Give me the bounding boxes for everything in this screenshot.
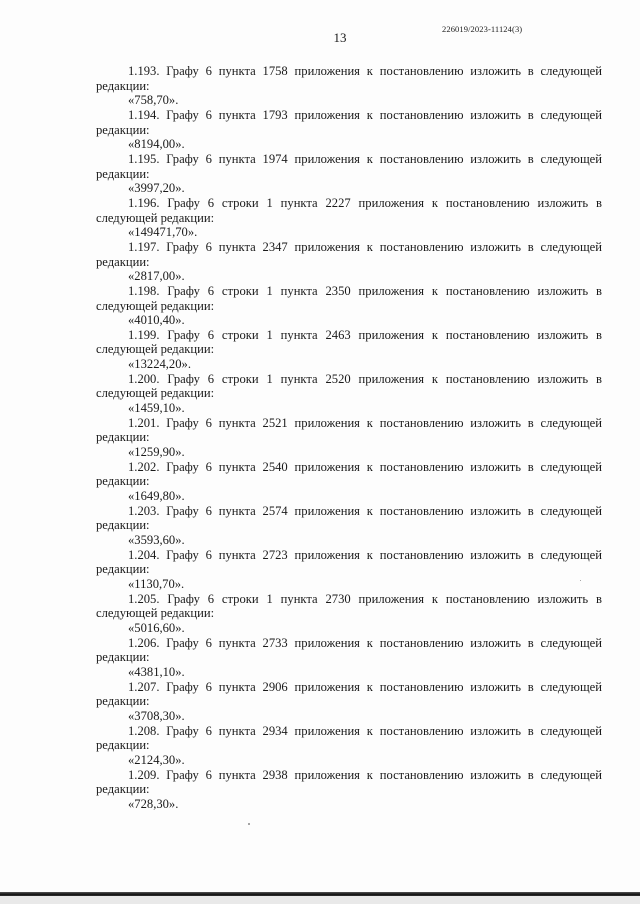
amendment-text: 1.195. Графу 6 пункта 1974 приложения к постановлению изложить в следующей редакции:	[96, 151, 602, 181]
amendment-value: «728,30».	[128, 796, 179, 811]
amendment-value: «4381,10».	[128, 664, 185, 679]
amendment-value: «3997,20».	[128, 181, 185, 196]
amendment-text: 1.209. Графу 6 пункта 2938 приложения к постановлению изложить в следующей редакции:	[96, 767, 602, 797]
amendment-value: «1459,10».	[128, 401, 185, 416]
amendment-value: «1649,80».	[128, 489, 185, 504]
amendment-item	[96, 328, 602, 372]
amendment-text: 1.202. Графу 6 пункта 2540 приложения к постановлению изложить в следующей редакции:	[96, 459, 602, 489]
amendment-item	[96, 768, 602, 812]
amendment-text: 1.205. Графу 6 строки 1 пункта 2730 приложения к постановлению изложить в следующей редакции:	[96, 591, 602, 621]
amendment-value: «2124,30».	[128, 752, 185, 767]
amendment-item	[96, 416, 602, 460]
amendment-value: «3708,30».	[128, 708, 185, 723]
amendment-text: 1.201. Графу 6 пункта 2521 приложения к постановлению изложить в следующей редакции:	[96, 415, 602, 445]
amendment-text: 1.197. Графу 6 пункта 2347 приложения к постановлению изложить в следующей редакции:	[96, 239, 602, 269]
amendment-item	[96, 636, 602, 680]
amendment-text: 1.200. Графу 6 строки 1 пункта 2520 приложения к постановлению изложить в следующей редакции:	[96, 371, 602, 401]
amendment-value: «149471,70».	[128, 225, 198, 240]
amendment-value: «2817,00».	[128, 269, 185, 284]
amendment-item	[96, 108, 602, 152]
scan-bottom-shadow	[0, 896, 640, 904]
amendment-text: 1.204. Графу 6 пункта 2723 приложения к постановлению изложить в следующей редакции:	[96, 547, 602, 577]
amendment-text: 1.196. Графу 6 строки 1 пункта 2227 приложения к постановлению изложить в следующей редакции:	[96, 195, 602, 225]
amendment-value: «758,70».	[128, 93, 179, 108]
amendment-item	[96, 592, 602, 636]
amendment-item	[96, 460, 602, 504]
amendment-text: 1.203. Графу 6 пункта 2574 приложения к постановлению изложить в следующей редакции:	[96, 503, 602, 533]
amendment-text: 1.206. Графу 6 пункта 2733 приложения к постановлению изложить в следующей редакции:	[96, 635, 602, 665]
amendment-value: «3593,60».	[128, 533, 185, 547]
amendment-text: 1.208. Графу 6 пункта 2934 приложения к постановлению изложить в следующей редакции:	[96, 723, 602, 753]
amendment-item	[96, 64, 602, 108]
amendment-item	[96, 240, 602, 284]
amendment-value: «13224,20».	[128, 357, 191, 372]
amendment-item	[96, 680, 602, 724]
amendment-item	[96, 152, 602, 196]
amendment-item	[96, 548, 602, 592]
document-registration-number: 226019/2023-11124(3)	[442, 24, 523, 34]
amendment-item	[96, 284, 602, 328]
amendment-text: 1.193. Графу 6 пункта 1758 приложения к постановлению изложить в следующей редакции:	[96, 64, 602, 93]
amendment-value: «8194,00».	[128, 137, 185, 152]
amendment-text: 1.198. Графу 6 строки 1 пункта 2350 приложения к постановлению изложить в следующей редакции:	[96, 283, 602, 313]
amendment-value: «4010,40».	[128, 313, 185, 328]
amendment-item	[96, 196, 602, 240]
amendment-text: 1.199. Графу 6 строки 1 пункта 2463 приложения к постановлению изложить в следующей редакции:	[96, 327, 602, 357]
page-number: 13	[333, 30, 347, 45]
amendment-text: 1.194. Графу 6 пункта 1793 приложения к постановлению изложить в следующей редакции:	[96, 107, 602, 137]
amendment-value: «1130,70».	[128, 576, 185, 591]
amendment-text: 1.207. Графу 6 пункта 2906 приложения к постановлению изложить в следующей редакции:	[96, 679, 602, 709]
scan-speck	[580, 580, 581, 581]
amendment-list	[96, 64, 602, 811]
amendment-value: «1259,90».	[128, 445, 185, 460]
amendment-item	[96, 504, 602, 548]
scan-speck	[248, 823, 250, 825]
amendment-item	[96, 724, 602, 768]
amendment-item	[96, 372, 602, 416]
amendment-value: «5016,60».	[128, 620, 185, 635]
